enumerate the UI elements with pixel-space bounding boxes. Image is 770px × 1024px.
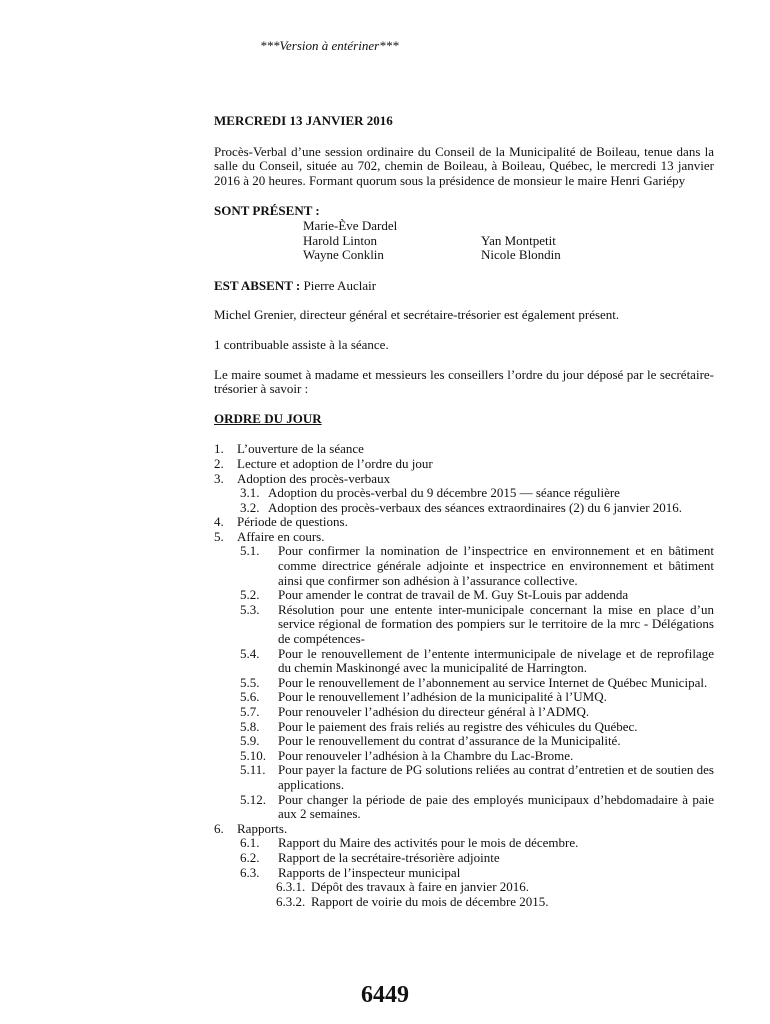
agenda-item-number: 5.12.: [240, 791, 266, 807]
agenda-item: [214, 588, 714, 603]
agenda-item: [214, 822, 714, 837]
agenda-item-number: 5.4.: [240, 645, 260, 661]
agenda-item-text: Pour confirmer la nomination de l’inspectrice en environnement et en bâtiment comme directrice générale adjointe et inspectrice en environnement et bâtiment ainsi que confirmer son adhésion à l’assurance collective.: [278, 543, 714, 588]
agenda-item-text: Adoption du procès-verbal du 9 décembre 2015 — séance régulière: [268, 485, 620, 501]
agenda-item-number: 3.1.: [240, 485, 260, 501]
agenda-item-number: 5.3.: [240, 601, 260, 617]
agenda-item-number: 6.2.: [240, 849, 260, 865]
agenda-item-number: 6.3.: [240, 864, 260, 880]
agenda-item-number: 3.2.: [240, 499, 260, 515]
agenda-item: [214, 647, 714, 676]
present-label: SONT PRÉSENT :: [214, 203, 320, 219]
agenda-item-text: L’ouverture de la séance: [237, 441, 364, 457]
intro-paragraph: Procès-Verbal d’une session ordinaire du Conseil de la Municipalité de Boileau, tenue dans la salle du Conseil, située au 702, chemin de Boileau, à Boileau, Québec, le mercredi 13 janvier 2016 à 20 heures. Formant quorum sous la présidence de monsieur le maire Henri Gariépy: [214, 143, 714, 188]
present-member: Harold Linton: [303, 232, 378, 248]
agenda-item: [214, 442, 714, 457]
agenda-item-text: Adoption des procès-verbaux des séances extraordinaires (2) du 6 janvier 2016.: [268, 499, 683, 515]
agenda-item: [214, 895, 714, 910]
agenda-item-text: Pour renouveler l’adhésion du directeur général à l’ADMQ.: [278, 704, 590, 719]
absent-names: Pierre Auclair: [300, 277, 377, 293]
agenda-item-text: Résolution pour une entente inter-municipale concernant la mise en place d’un service régional de formation des pompiers sur le territoire de la mrc - Délégations de compétences-: [278, 601, 714, 647]
present-member: Yan Montpetit: [481, 232, 556, 248]
agenda-item: [214, 720, 714, 735]
agenda-item: [214, 763, 714, 792]
agenda-item-number: 5.9.: [240, 733, 260, 749]
agenda-item-text: Rapport de la secrétaire-trésorière adjointe: [278, 849, 500, 865]
agenda-item-text: Dépôt des travaux à faire en janvier 2016.: [311, 879, 530, 895]
agenda-item-number: 3.: [214, 470, 224, 486]
agenda-item-text: Rapport de voirie du mois de décembre 2015.: [311, 893, 549, 909]
present-list: [214, 219, 714, 263]
agenda-item-number: 5.1.: [240, 543, 260, 559]
agenda-item: [214, 676, 714, 691]
agenda-item-number: 1.: [214, 441, 224, 457]
agenda-item-number: 5.10.: [240, 747, 266, 763]
agenda-item: [214, 486, 714, 501]
agenda-item: [214, 793, 714, 822]
agenda-item: [214, 866, 714, 881]
page-number: 6449: [361, 982, 409, 1008]
agenda-title: ORDRE DU JOUR: [214, 410, 322, 426]
agenda-item-number: 6.3.1.: [276, 879, 306, 895]
agenda-item-number: 5.11.: [240, 762, 266, 778]
agenda-item-number: 5.6.: [240, 689, 260, 705]
absent-label: EST ABSENT :: [214, 277, 301, 293]
absent-line: [214, 279, 714, 294]
agenda-item: [214, 880, 714, 895]
agenda-item-number: 6.1.: [240, 835, 260, 851]
agenda-item-text: Pour le renouvellement de l’entente intermunicipale de nivelage et de reprofilage du chemin Maskinongé avec la municipalité de Harrington.: [278, 645, 714, 676]
director-line: Michel Grenier, directeur général et secrétaire-trésorier est également présent.: [214, 307, 620, 323]
version-note: ***Version à entériner***: [260, 38, 399, 53]
agenda-item-number: 4.: [214, 514, 224, 530]
present-member: Nicole Blondin: [481, 247, 561, 263]
minutes-body: [214, 114, 714, 909]
agenda-item-text: Période de questions.: [237, 514, 348, 530]
agenda-item-number: 6.: [214, 820, 224, 836]
agenda-item-text: Pour changer la période de paie des employés municipaux d’hebdomadaire à paie aux 2 semaines.: [278, 791, 714, 822]
agenda-item-text: Pour renouveler l’adhésion à la Chambre du Lac-Brome.: [278, 747, 574, 763]
agenda-item-text: Pour le paiement des frais reliés au registre des véhicules du Québec.: [278, 718, 638, 734]
agenda-item-number: 5.2.: [240, 587, 260, 603]
agenda-item-text: Adoption des procès-verbaux: [237, 470, 391, 486]
attendance-line: 1 contribuable assiste à la séance.: [214, 336, 389, 352]
agenda-item: [214, 515, 714, 530]
agenda-item-number: 5.5.: [240, 674, 260, 690]
agenda-item-text: Rapports.: [237, 820, 288, 836]
agenda-item: [214, 501, 714, 516]
agenda-item: [214, 734, 714, 749]
agenda-item-text: Pour le renouvellement l’adhésion de la municipalité à l’UMQ.: [278, 689, 607, 705]
agenda-item-text: Affaire en cours.: [237, 528, 325, 544]
agenda-item-text: Rapports de l’inspecteur municipal: [278, 864, 461, 880]
agenda-item-text: Lecture et adoption de l’ordre du jour: [237, 455, 433, 471]
agenda-item: [214, 690, 714, 705]
agenda-item-text: Rapport du Maire des activités pour le mois de décembre.: [278, 835, 579, 851]
agenda-item: [214, 836, 714, 851]
agenda-item: [214, 749, 714, 764]
agenda-item: [214, 530, 714, 545]
agenda-item-number: 5.7.: [240, 704, 260, 719]
agenda-item-text: Pour le renouvellement de l’abonnement au service Internet de Québec Municipal.: [278, 674, 708, 690]
agenda-item-number: 6.3.2.: [276, 893, 306, 909]
agenda-item: [214, 472, 714, 487]
agenda-item: [214, 705, 714, 720]
present-member: Marie-Ève Dardel: [303, 217, 398, 233]
agenda-item-number: 2.: [214, 455, 224, 471]
agenda-item-text: Pour amender le contrat de travail de M. Guy St-Louis par addenda: [278, 587, 629, 603]
agenda-item-number: 5.8.: [240, 718, 260, 734]
agenda-item-text: Pour payer la facture de PG solutions reliées au contrat d’entretien et de soutien des applications.: [278, 762, 714, 792]
agenda-item: [214, 457, 714, 472]
agenda-item-text: Pour le renouvellement du contrat d’assurance de la Municipalité.: [278, 733, 621, 749]
agenda-item: [214, 544, 714, 588]
meeting-date-heading: MERCREDI 13 JANVIER 2016: [214, 113, 393, 128]
agenda-item-number: 5.: [214, 528, 224, 544]
agenda-item: [214, 851, 714, 866]
agenda-intro: Le maire soumet à madame et messieurs les conseillers l’ordre du jour déposé par le secrétaire-trésorier à savoir :: [214, 366, 714, 397]
present-member: Wayne Conklin: [303, 247, 384, 263]
agenda-list: [214, 442, 714, 909]
agenda-item: [214, 603, 714, 647]
